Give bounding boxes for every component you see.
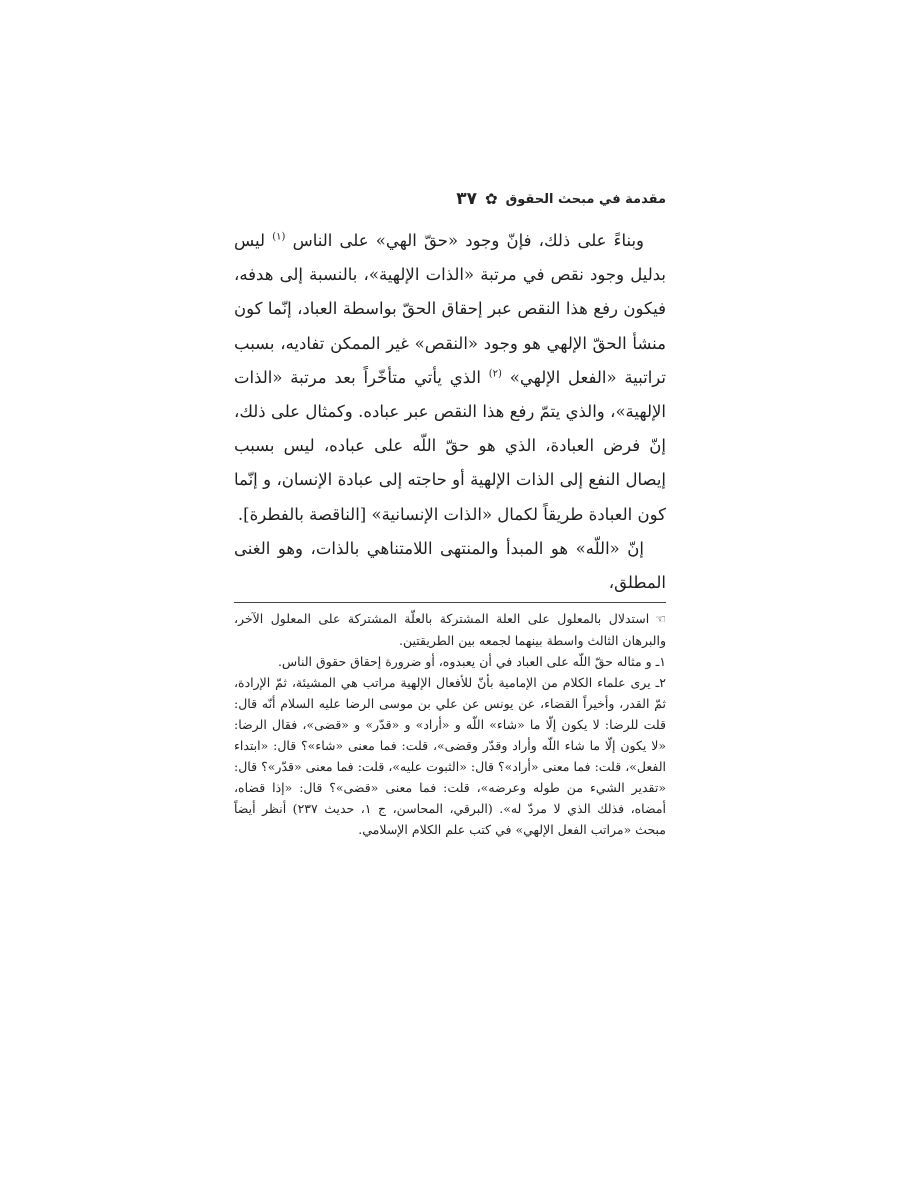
paragraph-2: إنّ «اللّه» هو المبدأ والمنتهى اللامتناهي بالذات، وهو الغنى المطلق، xyxy=(234,538,666,593)
main-text xyxy=(234,224,666,600)
footnotes xyxy=(234,608,666,840)
footnote-continuation-text: استدلال بالمعلول على العلة المشتركة بالعلّة المشتركة على المعلول الآخر، والبرهان الثالث واسطة بينهما لجمعه بين الطريقتين. xyxy=(234,611,666,648)
footnote-continuation xyxy=(234,608,666,651)
pointing-hand-icon: ☜ xyxy=(655,612,666,626)
header-title: مقدمة في مبحث الحقوق xyxy=(505,191,666,207)
paragraph-1 xyxy=(234,224,666,532)
paragraph-1-part-c: الذي يأتي متأخّراً بعد مرتبة «الذات الإلهية»، والذي يتمّ رفع هذا النقص عبر عباده. وكمثال على ذلك، إنّ فرض العبادة، الذي هو حقّ اللّه على عباده، ليس بسبب إيصال النفع إلى الذات الإلهية أو حاجته إلى عبادة الإنسان، و إنّما كون العبادة طريقاً لكمال «الذات الإنسانية» [الناقصة بالفطرة]. xyxy=(234,367,666,524)
flower-ornament-icon: ✿ xyxy=(485,189,498,208)
footnote-ref-2: (٢) xyxy=(488,368,502,380)
footnote-separator xyxy=(234,602,666,603)
footnote-1: ١ـ و مثاله حقّ اللّه على العباد في أن يعبدوه، أو ضرورة إحقاق حقوق الناس. xyxy=(277,654,666,669)
running-header xyxy=(236,186,666,212)
paragraph-1-part-b: ليس بدليل وجود نقص في مرتبة «الذات الإلهية»، بالنسبة إلى هدفه، فيكون رفع هذا النقص عبر إحقاق الحقّ بواسطة العباد، إنّما كون منشأ الحقّ الإلهي هو وجود «النقص» غير الممكن تفاديه، بسبب تراتبية «الفعل الإلهي» xyxy=(234,231,667,387)
footnote-ref-1: (١) xyxy=(272,231,286,243)
paragraph-1-part-a: وبناءً على ذلك، فإنّ وجود «حقّ الهي» على الناس xyxy=(292,231,645,250)
page-number: ٣٧ xyxy=(456,189,477,209)
footnote-2: ٢ـ يرى علماء الكلام من الإمامية بأنّ للأفعال الإلهية مراتب هي المشيئة، ثمّ الإرادة، ثمّ القدر، وأخيراً القضاء، عن يونس عن علي بن موسى الرضا عليه السلام أنّه قال: قلت للرضا: لا يكون إلّا ما «شاء» اللّه و «أراد» و «قدّر» و «قضى»، فقال الرضا: «لا يكون إلّا ما شاء اللّه وأراد وقدّر وقضى»، قلت: فما معنى «شاء»؟ قال: «ابتداء الفعل»، قلت: فما معنى «أراد»؟ قال: «الثبوت عليه»، قلت: فما معنى «قدّر»؟ قال: «تقدير الشيء من طوله وعرضه»، قلت: فما معنى «قضى»؟ قال: «إذا قضاه، أمضاه، فذلك الذي لا مردّ له». (البرقي، المحاسن، ج ١، حديث ٢٣٧) أنظر أيضاً مبحث «مراتب الفعل الإلهي» في كتب علم الكلام الإسلامي. xyxy=(234,675,666,837)
